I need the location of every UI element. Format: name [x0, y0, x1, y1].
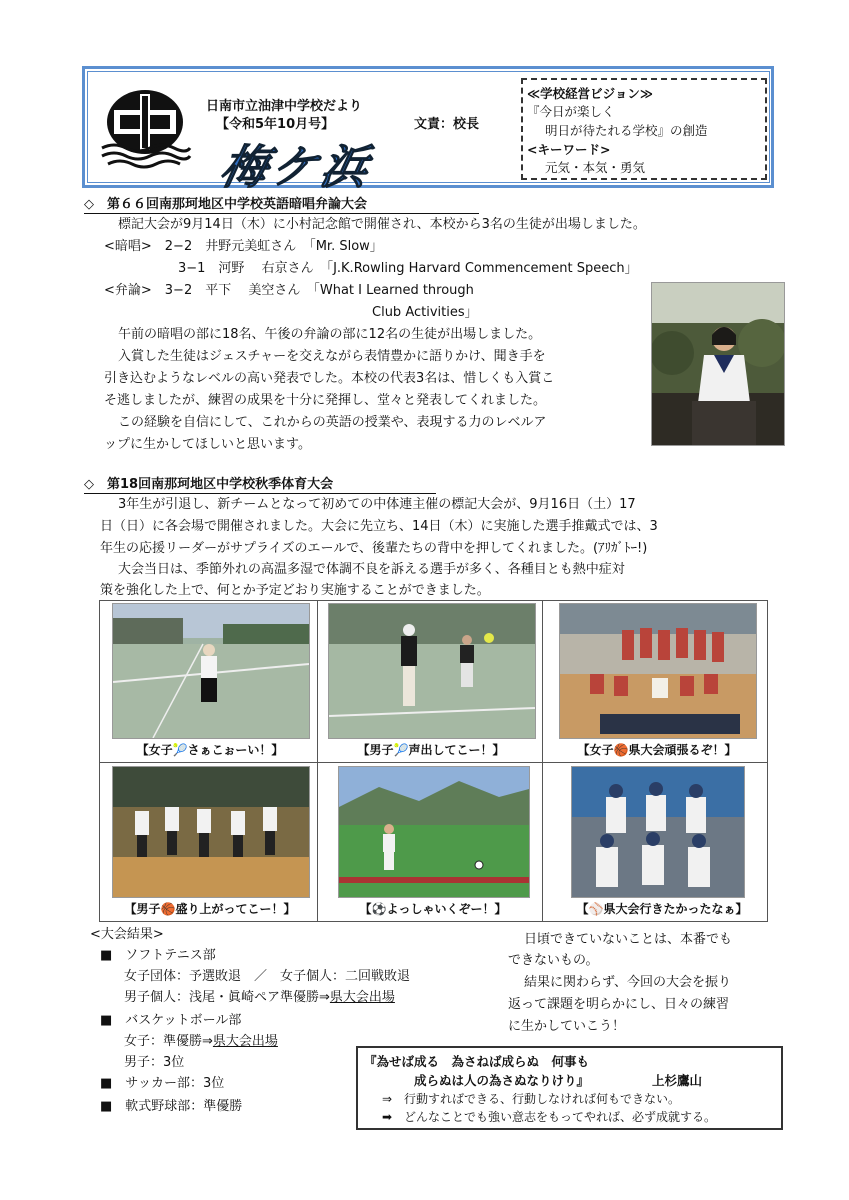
caption-girls-basketball: 【女子🏀県大会頑張るぞ！】	[577, 743, 737, 757]
section-title-speech-contest: ◇ 第６６回南那珂地区中学校英語暗唱弁論大会	[84, 193, 479, 214]
result-bb-girls: 女子：準優勝⇒県大会出場	[124, 1034, 278, 1049]
newsletter-title: 梅ケ浜	[215, 140, 378, 194]
closing-line: 返って課題を明らかにし、日々の練習	[508, 997, 730, 1012]
s2-line: 大会当日は、季節外れの高温多湿で体調不良を訴える選手が多く、各種目とも熱中症対	[118, 562, 625, 577]
result-basketball: ■ バスケットボール部	[100, 1013, 242, 1028]
result-baseball: ■ 軟式野球部：準優勝	[100, 1099, 243, 1114]
s2-line: 3年生が引退し、新チームとなって初めての中体連主催の標記大会が、9月16日（土）17	[118, 497, 636, 512]
s1-line: Club Activities」	[372, 305, 478, 320]
closing-line: 結果に関わらず、今回の大会を振り	[524, 975, 731, 990]
s1-line: 標記大会が9月14日（木）に小村記念館で開催され、本校から3名の生徒が出場しました。	[118, 217, 646, 232]
s1-line: 引き込むようなレベルの高い発表でした。本校の代表3名は、惜しくも入賞こ	[104, 371, 555, 386]
vision-line-1: 『今日が楽しく	[527, 104, 615, 119]
result-bb-boys: 男子：3位	[124, 1055, 185, 1070]
s1-line: 入賞した生徒はジェスチャーを交えながら表情豊かに語りかけ、聞き手を	[118, 349, 546, 364]
girls-basketball-photo	[559, 603, 757, 739]
quote-line-1: 『為せば成る 為さねば成らぬ 何事も	[364, 1054, 590, 1069]
results-title: <大会結果>	[90, 927, 164, 942]
s2-line: 年生の応援リーダーがサプライズのエールで、後輩たちの背中を押してくれました。(ｱﾘｶﾞﾄｰ!)	[100, 541, 648, 556]
s1-line: 午前の暗唱の部に18名、午後の弁論の部に12名の生徒が出場しました。	[118, 327, 542, 342]
soccer-photo	[338, 766, 530, 898]
keywords: 元気・本気・勇気	[545, 160, 646, 175]
s1-line: 3−1 河野 右京さん 「J.K.Rowling Harvard Commencement Speech」	[178, 261, 638, 276]
keyword-title: <キーワード>	[527, 142, 611, 157]
quote-author: 上杉鷹山	[652, 1073, 703, 1088]
s1-line: <暗唱> 2−2 井野元美虹さん 「Mr. Slow」	[104, 239, 383, 254]
boys-tennis-photo	[328, 603, 536, 739]
s2-line: 策を強化した上で、何とか予定どおり実施することができました。	[100, 583, 490, 598]
caption-boys-tennis: 【男子🎾声出してこー！】	[357, 743, 505, 757]
s1-line: ップに生かしてほしいと思います。	[104, 437, 311, 452]
issue-label: 【令和5年10月号】	[216, 117, 335, 132]
s1-line: そ逃しましたが、練習の成果を十分に発揮し、堂々と発表してくれました。	[104, 393, 547, 408]
girls-tennis-photo	[112, 603, 310, 739]
speech-contest-photo	[651, 282, 785, 446]
s2-line: 日（日）に各会場で開催されました。大会に先立ち、14日（木）に実施した選手推戴式では、3	[100, 519, 658, 534]
quote-line-4: ➡ どんなことでも強い意志をもってやれば、必ず成就する。	[382, 1110, 717, 1124]
closing-line: に生かしていこう！	[508, 1019, 626, 1034]
result-soccer: ■ サッカー部：3位	[100, 1076, 225, 1091]
school-emblem-icon	[98, 86, 192, 172]
quote-line-2: 成らぬは人の為さぬなりけり』	[414, 1073, 590, 1088]
s1-line: <弁論> 3−2 平下 美空さん 「What I Learned through	[104, 283, 474, 298]
school-name: 日南市立油津中学校だより	[206, 99, 363, 114]
vision-title: ≪学校経営ビジョン≫	[527, 86, 653, 101]
s1-line: この経験を自信にして、これからの英語の授業や、表現する力のレベルア	[118, 415, 547, 430]
caption-soccer: 【⚽よっしゃいくぞー！】	[359, 902, 507, 916]
closing-line: できないもの。	[508, 953, 599, 968]
author-label: 文責：校長	[414, 117, 480, 132]
boys-basketball-photo	[112, 766, 310, 898]
baseball-photo	[571, 766, 745, 898]
closing-line: 日頃できていないことは、本番でも	[524, 932, 733, 947]
caption-baseball: 【⚾県大会行きたかったなぁ】	[576, 902, 748, 916]
result-soft-tennis: ■ ソフトテニス部	[100, 948, 216, 963]
result-soft-boys: 男子個人：浅尾・眞崎ペア準優勝⇒県大会出場	[124, 990, 395, 1005]
vision-line-2: 明日が待たれる学校』の創造	[545, 123, 708, 138]
section-title-sports-meet: ◇ 第18回南那珂地区中学校秋季体育大会	[84, 473, 436, 494]
caption-girls-tennis: 【女子🎾さぁこぉーい！】	[136, 743, 284, 757]
quote-line-3: ⇒ 行動すればできる、行動しなければ何もできない。	[382, 1092, 681, 1106]
caption-boys-basketball: 【男子🏀盛り上がってこー！】	[124, 902, 296, 916]
result-soft-girls: 女子団体：予選敗退 ／ 女子個人：二回戦敗退	[124, 969, 411, 984]
